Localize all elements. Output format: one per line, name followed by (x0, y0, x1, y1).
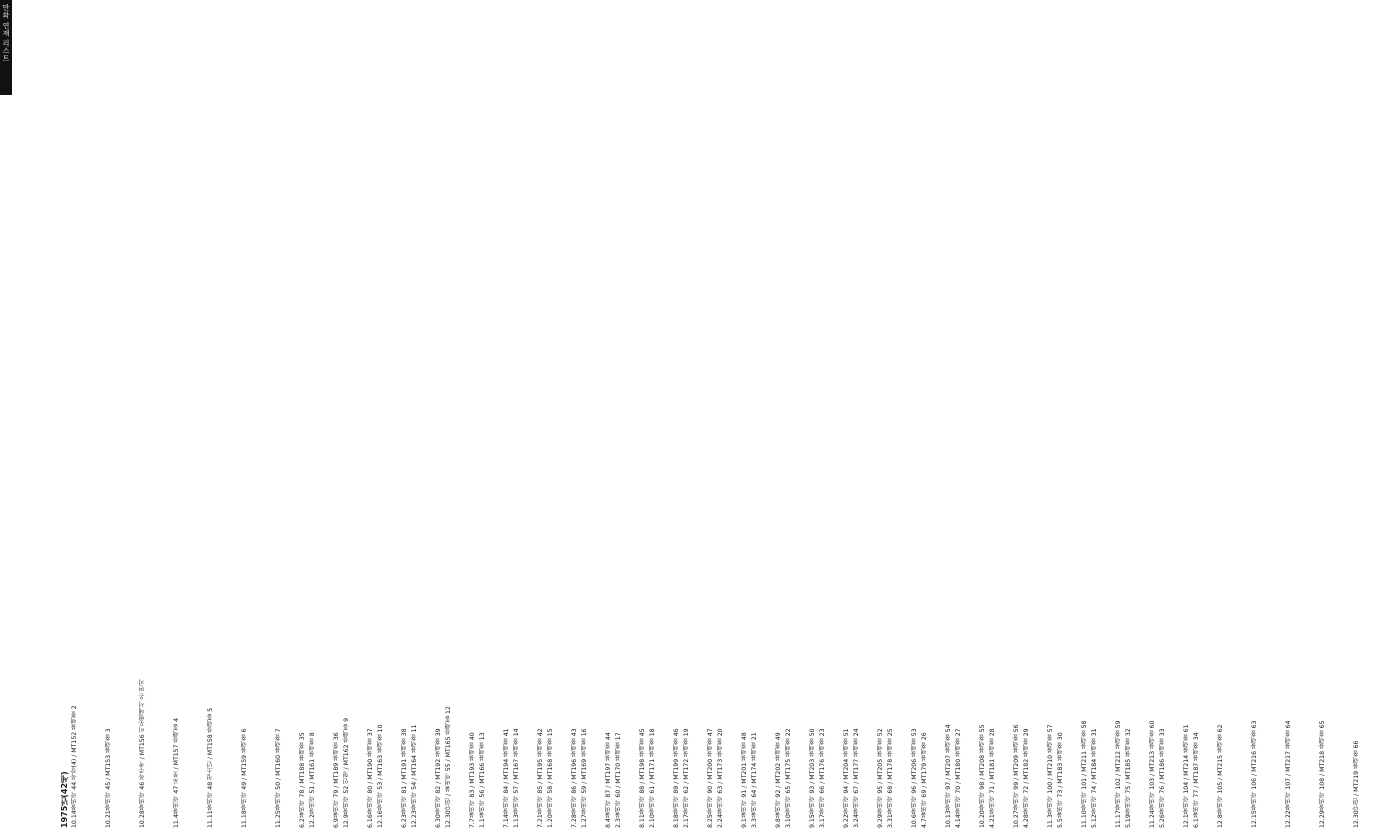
list-item (208, 18, 242, 828)
entry-date: 6.30 (435, 814, 442, 828)
entry-text: 불벼락 80 / MT190 블랙홀 37 (367, 728, 374, 815)
list-item (844, 18, 878, 828)
list-item (1218, 18, 1252, 828)
entry-date: 7.21 (537, 814, 544, 828)
entry-text: 불벼락 49 / MT159 블랙홀 6 (241, 728, 248, 811)
entry-date: 12.30 (445, 810, 452, 828)
entry-text: 불벼락 69 / MT179 블랙홀 26 (921, 732, 928, 819)
list-item (810, 18, 844, 828)
entry-date: 1.13 (513, 814, 520, 828)
list-item (1184, 18, 1218, 828)
entry-date: 4.7 (921, 818, 928, 828)
entry-text: 불벼락 66 / MT176 블랙홀 23 (819, 728, 826, 815)
entry-text: 불벼락 101 / MT211 블랙홀 58 (1081, 720, 1088, 811)
list-item (106, 18, 140, 828)
list-item (1354, 18, 1388, 828)
entry-text: 불벼락 94 / MT204 블랙홀 51 (843, 728, 850, 815)
entry-date: 10.21 (105, 810, 112, 828)
entry-text: 불벼락 78 / MT188 블랙홀 35 (299, 732, 306, 819)
entry-date: 2.24 (717, 814, 724, 828)
list-item (1048, 18, 1082, 828)
entry-date: 10.14 (71, 810, 78, 828)
entry-date: 11.4 (173, 814, 180, 828)
list-item (242, 18, 276, 828)
entry-date: 8.18 (673, 814, 680, 828)
entry-text: 불벼락 86 / MT196 블랙홀 43 (571, 728, 578, 815)
entry-date: 11.24 (1149, 810, 1156, 828)
list-item (402, 18, 436, 828)
entry-text: 불벼락 47 로봇 / MT157 블랙홀 4 (173, 717, 180, 815)
list-item (708, 18, 742, 828)
entry-date: 12.9 (343, 814, 350, 828)
entry-text: 불벼락 97 / MT207 블랙홀 54 (945, 724, 952, 811)
list-item (1116, 18, 1150, 828)
entry-text: 불벼락 103 / MT213 블랙홀 60 (1149, 720, 1156, 811)
list-item (504, 18, 538, 828)
year-heading: 1975년(42세) (60, 771, 69, 828)
list-item (946, 18, 980, 828)
list-item (878, 18, 912, 828)
entry-text: 불벼락 104 / MT214 블랙홀 61 (1183, 724, 1190, 815)
entry-text: 불벼락 95 / MT205 블랙홀 52 (877, 728, 884, 815)
entry-text: 불벼락 76 / MT186 블랙홀 33 (1159, 728, 1166, 815)
entry-date: 7.28 (571, 814, 578, 828)
entry-date: 11.18 (241, 810, 248, 828)
list-item (470, 18, 504, 828)
entry-text: 불벼락 67 / MT177 블랙홀 24 (853, 728, 860, 815)
list-item (1150, 18, 1184, 828)
entry-text: 불벼락 106 / MT216 블랙홀 63 (1251, 720, 1258, 811)
entry-date: 5.12 (1091, 814, 1098, 828)
entry-text: 불벼락 50 / MT160 블랙홀 7 (275, 728, 282, 811)
entry-text: 불벼락 82 / MT192 블랙홀 39 (435, 728, 442, 815)
entry-date: 4.21 (989, 814, 996, 828)
entry-text: 불벼락 102 / MT212 블랙홀 59 (1115, 720, 1122, 811)
entry-date: 1.1 (479, 818, 486, 828)
list-item (742, 18, 776, 828)
entry-text: 불벼락 79 / MT189 블랙홀 36 (333, 732, 340, 819)
entry-text: 불벼락 59 / MT169 블랙홀 16 (581, 728, 588, 815)
entry-date: 6.2 (299, 818, 306, 828)
list-item (140, 18, 174, 828)
entry-text: 불벼락 73 / MT183 블랙홀 30 (1057, 732, 1064, 819)
list-item (1286, 18, 1320, 828)
entry-date: 2.3 (615, 818, 622, 828)
list-item (776, 18, 810, 828)
entry-text: 불벼락 72 / MT182 블랙홀 29 (1023, 728, 1030, 815)
entry-text: 불벼락 56 / MT166 블랙홀 13 (479, 732, 486, 819)
entry-text: 불벼락 90 / MT200 블랙홀 47 (707, 728, 714, 815)
entry-text: 불벼락 89 / MT199 블랙홀 46 (673, 728, 680, 815)
list-item (1252, 18, 1286, 828)
entry-date: 7.14 (503, 814, 510, 828)
entry-date: 1.27 (581, 814, 588, 828)
entry-text: 불벼락 74 / MT184 블랙홀 31 (1091, 728, 1098, 815)
entry-date: 8.4 (605, 818, 612, 828)
entry-text: 불벼락 45 / MT153 블랙홀 3 (105, 728, 112, 811)
entry-text: 불벼락 52 인형 / MT162 블랙홀 9 (343, 717, 350, 815)
entry-date: 5.19 (1125, 814, 1132, 828)
entry-date: 11.17 (1115, 810, 1122, 828)
list-item (334, 18, 368, 828)
entry-date: 5.5 (1057, 818, 1064, 828)
entry-text: 불벼락 63 / MT173 블랙홀 20 (717, 728, 724, 815)
list-item (606, 18, 640, 828)
list-item (572, 18, 606, 828)
entry-text: 불벼락 70 / MT180 블랙홀 27 (955, 728, 962, 815)
list-item (538, 18, 572, 828)
right-entry-list (300, 18, 1388, 828)
entry-text: 불벼락 99 / MT209 블랙홀 56 (1013, 724, 1020, 811)
entry-date: 10.28 (139, 810, 146, 828)
entry-text: 불벼락 68 / MT178 블랙홀 25 (887, 728, 894, 815)
entry-date: 12.16 (377, 810, 384, 828)
entry-text: 불벼락 92 / MT202 블랙홀 49 (775, 732, 782, 819)
entry-text: 불벼락 83 / MT193 블랙홀 40 (469, 732, 476, 819)
entry-date: 3.31 (887, 814, 894, 828)
page-spine-tab (0, 0, 12, 95)
entry-date: 9.8 (775, 818, 782, 828)
list-item (640, 18, 674, 828)
list-item (72, 18, 106, 828)
entry-date: 12.22 (1285, 810, 1292, 828)
entry-date: 10.27 (1013, 810, 1020, 828)
spine-label: 만화 연재 리스트 (2, 4, 10, 62)
entry-text: 불벼락 61 / MT171 블랙홀 18 (649, 728, 656, 815)
entry-date: 12.1 (1183, 814, 1190, 828)
entry-date: 11.10 (1081, 810, 1088, 828)
list-item (1014, 18, 1048, 828)
entry-text: 불벼락 60 / MT170 블랙홀 17 (615, 732, 622, 819)
list-item (436, 18, 470, 828)
list-item (912, 18, 946, 828)
entry-date: 4.28 (1023, 814, 1030, 828)
entry-text: 불벼락 65 / MT175 블랙홀 22 (785, 728, 792, 815)
entry-text: 불벼락 85 / MT195 블랙홀 42 (537, 728, 544, 815)
list-item (174, 18, 208, 828)
entry-date: 12.23 (411, 810, 418, 828)
entry-text: 불벼락 62 / MT172 블랙홀 19 (683, 728, 690, 815)
entry-date: 11.25 (275, 810, 282, 828)
entry-text: 불벼락 75 / MT185 블랙홀 32 (1125, 728, 1132, 815)
entry-date: 11.11 (207, 810, 214, 828)
entry-text: 불벼락 81 / MT191 블랙홀 38 (401, 728, 408, 815)
entry-date: 3.24 (853, 814, 860, 828)
list-item (368, 18, 402, 828)
entry-text: 불벼락 48 청소년 / MT158 블랙홀 5 (207, 707, 214, 811)
entry-text: 불벼락 53 / MT163 블랙홀 10 (377, 724, 384, 811)
entry-date: 12.30 (1353, 810, 1360, 828)
entry-text: 불벼락 46 폭주족 / MT156 이웃별에서 온 편지 (139, 678, 146, 811)
entry-date: 12.15 (1251, 810, 1258, 828)
entry-text: 불벼락 105 / MT215 블랙홀 62 (1217, 724, 1224, 815)
entry-text: 단편 / MT219 블랙홀 66 (1353, 740, 1360, 811)
entry-text: 불벼락 71 / MT181 블랙홀 28 (989, 728, 996, 815)
entry-date: 9.29 (877, 814, 884, 828)
entry-text: 불벼락 51 / MT161 블랙홀 8 (309, 732, 316, 815)
entry-date: 6.9 (333, 818, 340, 828)
entry-text: 불벼락 108 / MT218 블랙홀 65 (1319, 720, 1326, 811)
entry-text: 불벼락 100 / MT210 블랙홀 57 (1047, 724, 1054, 815)
entry-text: 불벼락 44 목장(4) / MT152 블랙홀 2 (71, 705, 78, 811)
list-item (300, 18, 334, 828)
entry-date: 1.20 (547, 814, 554, 828)
entry-date: 7.7 (469, 818, 476, 828)
entry-date: 9.15 (809, 814, 816, 828)
entry-date: 3.10 (785, 814, 792, 828)
entry-text: 불벼락 64 / MT174 블랙홀 21 (751, 732, 758, 819)
entry-date: 5.26 (1159, 814, 1166, 828)
entry-text: 불벼락 77 / MT187 블랙홀 34 (1193, 732, 1200, 819)
entry-date: 11.3 (1047, 814, 1054, 828)
list-item (1082, 18, 1116, 828)
entry-date: 9.22 (843, 814, 850, 828)
entry-date: 12.8 (1217, 814, 1224, 828)
entry-text: 불벼락 107 / MT217 블랙홀 64 (1285, 720, 1292, 811)
entry-date: 4.14 (955, 814, 962, 828)
entry-date: 10.6 (911, 814, 918, 828)
entry-text: 불벼락 84 / MT194 블랙홀 41 (503, 728, 510, 815)
entry-text: 단편 / 불벼락 55 / MT165 블랙홀 12 (445, 706, 452, 811)
entry-text: 불벼락 57 / MT167 블랙홀 14 (513, 728, 520, 815)
entry-date: 9.1 (741, 818, 748, 828)
entry-date: 2.17 (683, 814, 690, 828)
entry-text: 불벼락 93 / MT203 블랙홀 50 (809, 728, 816, 815)
entry-date: 10.13 (945, 810, 952, 828)
entry-text: 불벼락 96 / MT206 블랙홀 53 (911, 728, 918, 815)
entry-date: 2.10 (649, 814, 656, 828)
entry-date: 6.1 (1193, 818, 1200, 828)
entry-text: 불벼락 87 / MT197 블랙홀 44 (605, 732, 612, 819)
entry-text: 불벼락 54 / MT164 블랙홀 11 (411, 724, 418, 811)
entry-date: 6.23 (401, 814, 408, 828)
list-item (1320, 18, 1354, 828)
entry-date: 3.17 (819, 814, 826, 828)
entry-date: 12.29 (1319, 810, 1326, 828)
entry-text: 불벼락 58 / MT168 블랙홀 15 (547, 728, 554, 815)
entry-date: 6.16 (367, 814, 374, 828)
entry-text: 불벼락 98 / MT208 블랙홀 55 (979, 724, 986, 811)
entry-date: 3.3 (751, 818, 758, 828)
list-item (980, 18, 1014, 828)
entry-date: 8.11 (639, 814, 646, 828)
entry-text: 불벼락 91 / MT201 블랙홀 48 (741, 732, 748, 819)
entry-date: 12.2 (309, 814, 316, 828)
entry-text: 불벼락 88 / MT198 블랙홀 45 (639, 728, 646, 815)
list-item (674, 18, 708, 828)
entry-date: 10.20 (979, 810, 986, 828)
entry-date: 8.25 (707, 814, 714, 828)
